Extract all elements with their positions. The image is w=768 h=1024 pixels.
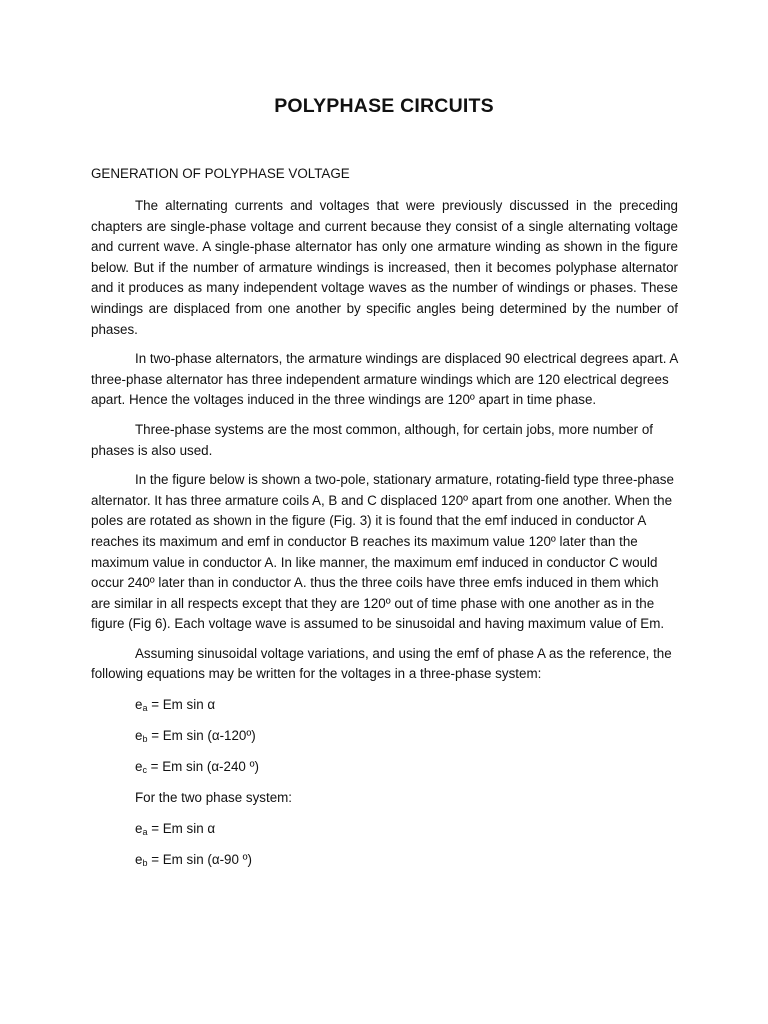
two-phase-label: For the two phase system:	[135, 790, 293, 806]
equation-rhs: = Em sin (α-240 º)	[146, 759, 259, 775]
equation-variable: e	[135, 821, 143, 837]
equation-ea-two-phase	[135, 819, 678, 839]
equation-eb-two-phase	[135, 850, 678, 870]
equation-variable: e	[135, 697, 143, 713]
page-title: POLYPHASE CIRCUITS	[274, 95, 494, 117]
three-phase-equations	[91, 695, 678, 777]
equation-subscript: a	[142, 827, 148, 838]
paragraph-alternator-figure: In the figure below is shown a two-pole, stationary armature, rotating-field type three-phase alternator. It has three armature coils A, B and C displaced 120º apart from one another. When the poles are rotated as shown in the figure (Fig. 3) it is found that the emf induced in conductor A reaches its maximum and emf in conductor B reaches its maximum value 120º later than the maximum value in conductor A. In like manner, the maximum emf induced in conductor C would occur 240º later than in conductor A. thus the three coils have three emfs induced in them which are similar in all respects except that they are 120º out of time phase with one another as in the figure (Fig 6). Each voltage wave is assumed to be sinusoidal and having maximum value of Em.	[91, 472, 674, 632]
equation-variable: e	[135, 852, 143, 868]
equation-variable: e	[135, 728, 143, 744]
equation-subscript: b	[142, 858, 148, 869]
equation-variable: e	[135, 759, 143, 775]
paragraph-single-phase: The alternating currents and voltages that were previously discussed in the preceding chapters are single-phase voltage and current because they consist of a single alternating voltage and current wave. A single-phase alternator has only one armature winding as shown in the figure below. But if the number of armature windings is increased, then it becomes polyphase alternator and it produces as many independent voltage waves as the number of windings or phases. These windings are displaced from one another by specific angles being determined by the number of phases.	[91, 198, 678, 337]
equation-subscript: c	[142, 765, 147, 776]
equation-eb	[135, 726, 678, 746]
equation-rhs: = Em sin α	[147, 697, 216, 713]
equation-rhs: = Em sin (α-120º)	[147, 728, 256, 744]
equation-ea	[135, 695, 678, 715]
paragraph-common-systems: Three-phase systems are the most common, although, for certain jobs, more number of phases is also used.	[91, 421, 654, 458]
equation-subscript: b	[142, 734, 148, 745]
equation-rhs: = Em sin α	[147, 821, 216, 837]
paragraph-equations-intro: Assuming sinusoidal voltage variations, and using the emf of phase A as the reference, the following equations may be written for the voltages in a three-phase system:	[91, 645, 672, 682]
equation-rhs: = Em sin (α-90 º)	[147, 852, 252, 868]
document-body	[91, 196, 678, 881]
two-phase-equations	[91, 819, 678, 870]
section-heading: GENERATION OF POLYPHASE VOLTAGE	[91, 166, 350, 181]
paragraph-two-three-phase: In two-phase alternators, the armature windings are displaced 90 electrical degrees apart. A three-phase alternator has three independent armature windings which are 120 electrical degrees apart. Hence the voltages induced in the three windings are 120º apart in time phase.	[91, 351, 678, 408]
equation-subscript: a	[142, 703, 148, 714]
equation-ec	[135, 757, 678, 777]
